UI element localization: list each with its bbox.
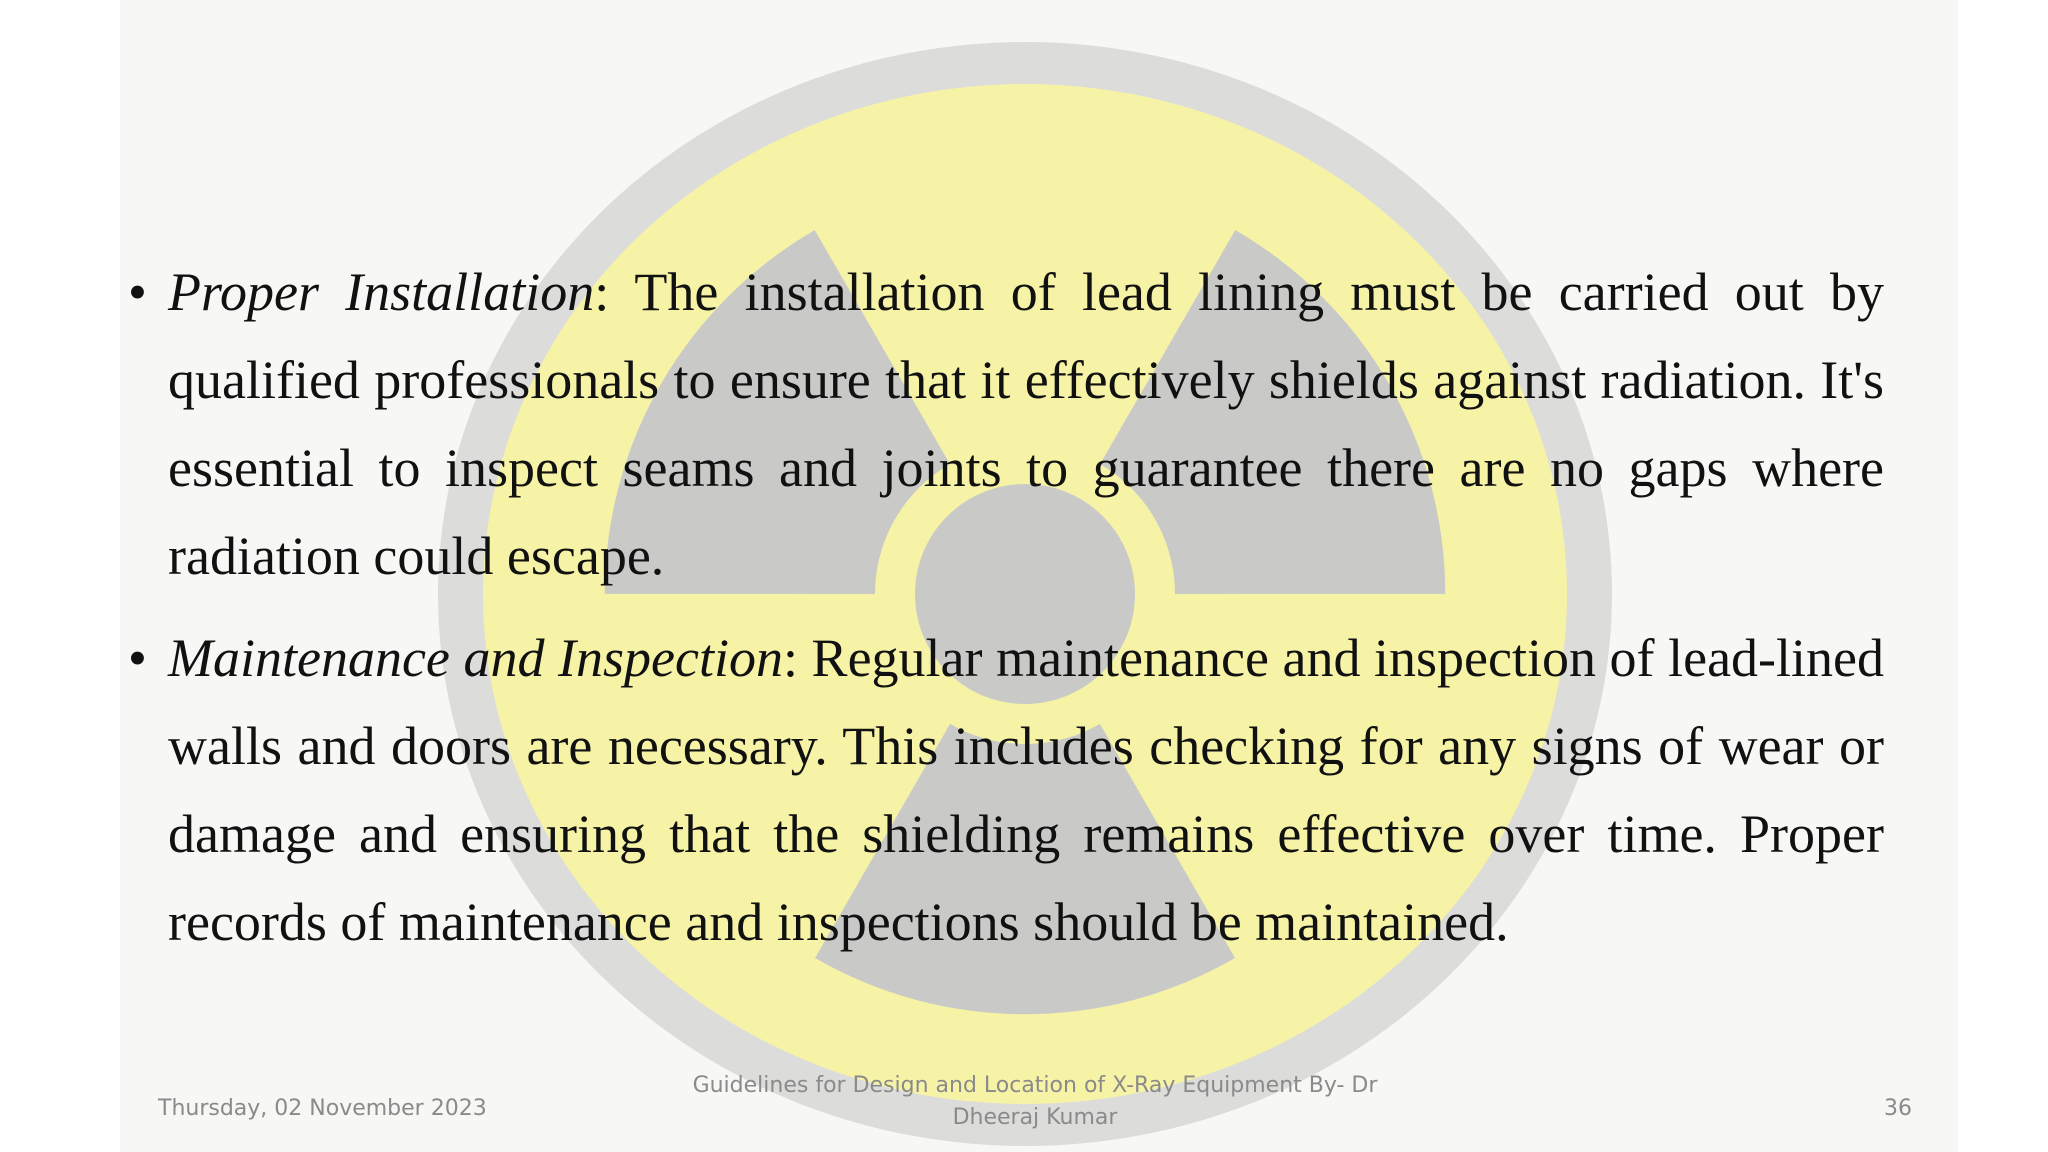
bullet-list <box>128 248 1884 980</box>
bullet-text: : The installation of lead lining must be carried out by qualified professionals to ensure that it effectively shields against radiation. It's essential to inspect seams and joints to guarantee there are no gaps where radiation could escape. <box>168 262 1884 586</box>
bullet-maintenance-inspection <box>128 614 1884 966</box>
slide-number: 36 <box>1884 1096 1912 1121</box>
footer-date: Thursday, 02 November 2023 <box>158 1096 487 1121</box>
bullet-term: Proper Installation <box>168 262 595 322</box>
slide-left-margin <box>0 0 120 1152</box>
slide-right-margin <box>1958 0 2048 1152</box>
bullet-proper-installation <box>128 248 1884 600</box>
footer-title: Guidelines for Design and Location of X-Ray Equipment By- Dr Dheeraj Kumar <box>692 1073 1378 1130</box>
bullet-dot: • <box>128 262 147 322</box>
bullet-dot: • <box>128 628 147 688</box>
bullet-term: Maintenance and Inspection <box>168 628 783 688</box>
bullet-text: : Regular maintenance and inspection of lead-lined walls and doors are necessary. This includes checking for any signs of wear or damage and ensuring that the shielding remains effective over time. Proper records of maintenance and inspections should be maintained. <box>168 628 1884 952</box>
